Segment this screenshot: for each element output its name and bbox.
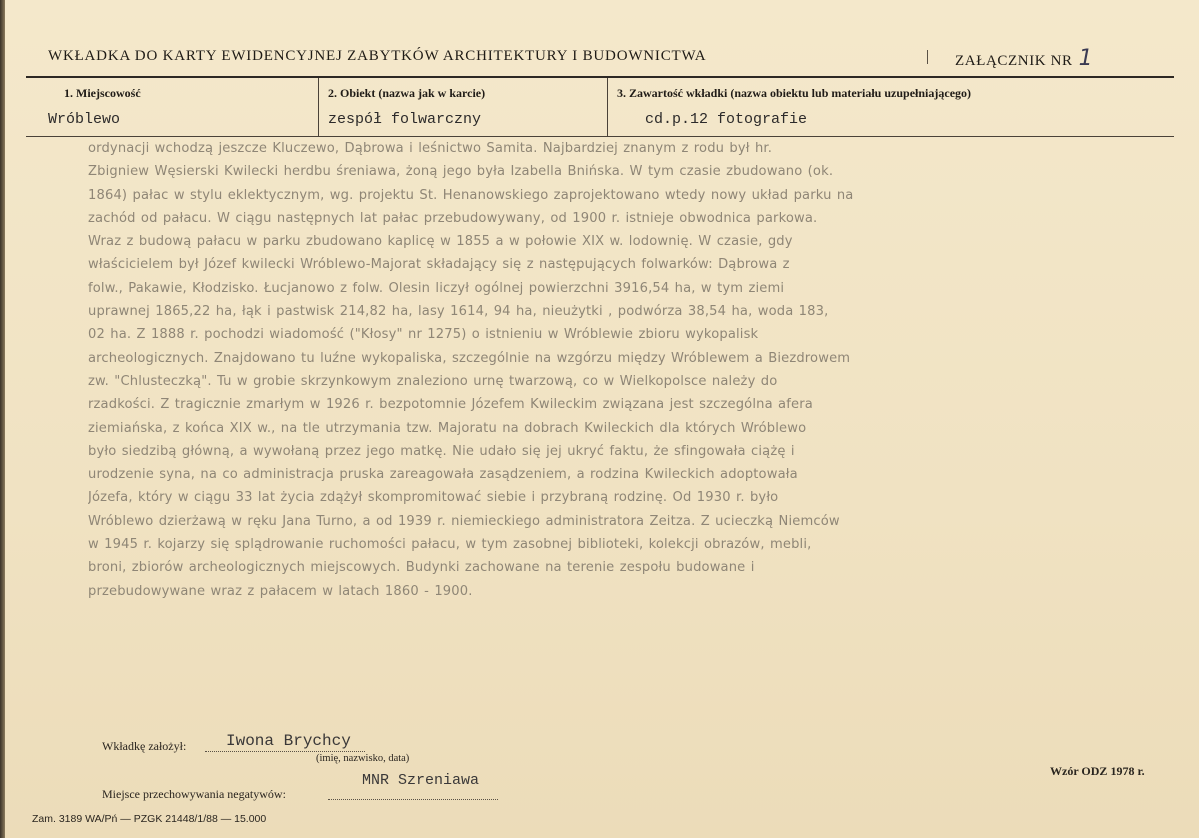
body-line: Wraz z budową pałacu w parku zbudowano kaplicę w 1855 a w połowie XIX w. lodownię. W czasie, gdy [88,234,793,250]
body-line: uprawnej 1865,22 ha, łąk i pastwisk 214,82 ha, lasy 1614, 94 ha, nieużytki , podwórza 38,54 ha, woda 183, [88,304,829,320]
founder-label: Wkładkę założył: [102,739,187,753]
body-line: właścicielem był Józef kwilecki Wróblewo-Majorat składający się z następujących folwarków: Dąbrowa z [88,257,790,273]
body-line: ordynacji wchodzą jeszcze Kluczewo, Dąbrowa i leśnictwo Samita. Najbardziej znanym z rodu był hr. [88,141,773,156]
body-line: broni, zbiorów archeologicznych miejscowych. Budynki zachowane na terenie zespołu budowane i [88,560,755,576]
cell-divider [318,78,319,136]
annex-label: ZAŁĄCZNIK NR [955,53,1073,69]
body-line: urodzenie syna, na co administracja pruska zareagowała zasądzeniem, a rodzina Kwileckich adoptowała [88,467,798,483]
annex-label-group [955,46,1093,71]
founder-value: Iwona Brychcy [226,732,351,750]
annex-number: 1 [1078,46,1094,71]
storage-value: MNR Szreniawa [362,772,480,789]
body-line: zw. "Chlusteczką". Tu w grobie skrzynkowym znaleziono urnę twarzową, co w Wielkopolsce należy do [88,373,778,389]
founder-hint: (imię, nazwisko, data) [316,753,410,764]
header-rule [26,76,1174,78]
body-line: było siedzibą główną, a wywołaną przez jego matkę. Nie udało się jej ukryć faktu, że sfingowała ciążę i [88,443,795,459]
storage-dotted-line [328,799,498,800]
body-line: 1864) pałac w stylu eklektycznym, wg. projektu St. Henanowskiego zaprojektowano wtedy nowy układ parku na [88,187,854,203]
field-value-object: zespół folwarczny [328,111,482,128]
storage-label: Miejsce przechowywania negatywów: [102,787,286,801]
body-line: archeologicznych. Znajdowano tu luźne wykopaliska, szczególnie na wzgórzu między Wróblewem a Biezdrowem [88,350,851,366]
scan-edge [0,0,5,838]
cell-divider [607,78,608,136]
body-line: przebudowywane wraz z pałacem w latach 1860 - 1900. [88,583,473,599]
printer-note: Zam. 3189 WA/Pń — PZGK 21448/1/88 — 15.000 [32,813,267,825]
field-label-contents: 3. Zawartość wkładki (nazwa obiektu lub materiału uzupełniającego) [617,86,972,100]
body-line: Zbigniew Węsierski Kwilecki herdbu śreniawa, żoną jego była Izabella Bnińska. W tym czasie zbudowano (ok. [88,164,834,180]
body-line: 02 ha. Z 1888 r. pochodzi wiadomość ("Kłosy" nr 1275) o istnieniu w Wróblewie zbioru wykopalisk [88,327,759,343]
body-line: folw., Pakawie, Kłodzisko. Łucjanowo z folw. Olesin liczył ogólnej powierzchni 3916,54 ha, w tym ziemi [88,280,785,296]
body-line: rzadkości. Z tragicznie zmarłym w 1926 r. bezpotomnie Józefem Kwileckim związana jest szczególna afera [88,397,813,413]
field-value-contents: cd.p.12 fotografie [645,111,808,128]
field-value-locality: Wróblewo [48,111,121,128]
body-line: Wróblewo dzierżawą w ręku Jana Turno, a od 1939 r. niemieckiego administratora Zeitza. Z ucieczką Niemców [88,513,840,529]
body-line: ziemiańska, z końca XIX w., na tle utrzymania tzw. Majoratu na dobrach Kwileckich dla których Wróblewo [88,420,807,436]
tick-mark [927,50,928,64]
body-line: w 1945 r. kojarzy się splądrowanie ruchomości pałacu, w tym zasobnej biblioteki, kolekcji obrazów, mebli, [88,537,812,553]
form-title: WKŁADKA DO KARTY EWIDENCYJNEJ ZABYTKÓW ARCHITEKTURY I BUDOWNICTWA [48,48,707,64]
field-label-locality: 1. Miejscowość [64,86,141,100]
body-line: zachód od pałacu. W ciągu następnych lat pałac przebudowywany, od 1900 r. istnieje obwodnica parkowa. [88,210,818,226]
template-note: Wzór ODZ 1978 r. [1050,764,1145,778]
body-line: Józefa, który w ciągu 33 lat życia zdążył skompromitować siebie i przybraną rodzinę. Od 1930 r. było [88,490,779,506]
founder-dotted-line [205,751,365,752]
body-text [88,137,1134,603]
field-label-object: 2. Obiekt (nazwa jak w karcie) [328,86,486,100]
